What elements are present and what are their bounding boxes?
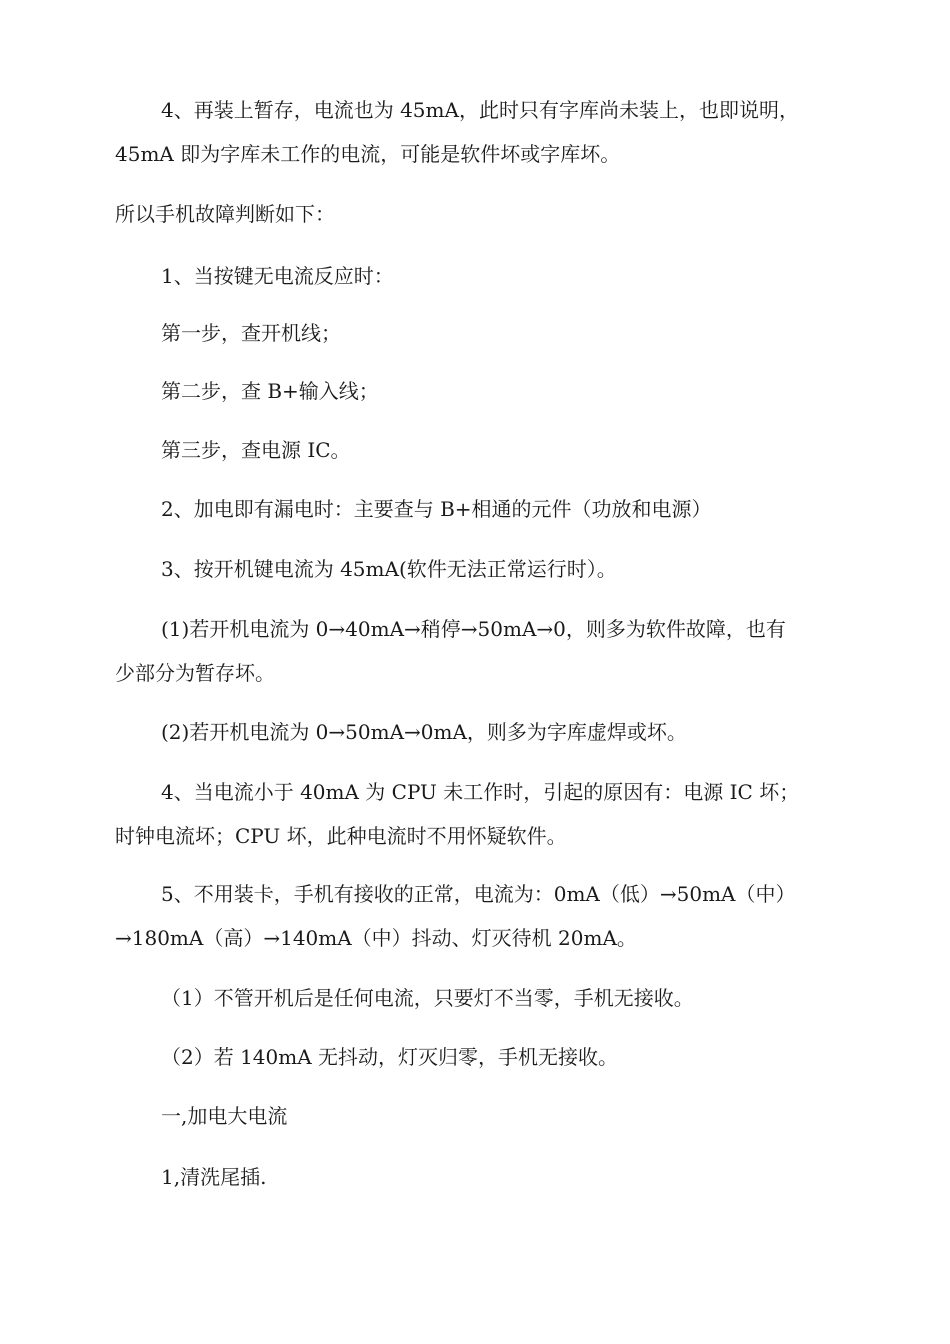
text-line: (1)若开机电流为 0→40mA→稍停→50mA→0，则多为软件故障，也有 bbox=[161, 617, 786, 641]
paragraph-cpu-not-working bbox=[115, 770, 835, 858]
paragraph-step-three bbox=[115, 428, 835, 472]
text-line: →180mA（高）→140mA（中）抖动、灯灭待机 20mA。 bbox=[115, 926, 637, 950]
text-line: 1、当按键无电流反应时： bbox=[161, 264, 394, 288]
text-line: 第一步，查开机线； bbox=[161, 321, 341, 345]
paragraph-subcase-1 bbox=[115, 976, 835, 1020]
paragraph-clean-tail-plug bbox=[115, 1155, 835, 1199]
text-line: 所以手机故障判断如下： bbox=[115, 202, 335, 226]
text-line: 3、按开机键电流为 45mA(软件无法正常运行时）。 bbox=[161, 557, 617, 581]
paragraph-case-2 bbox=[115, 710, 835, 754]
text-line: 1,清洗尾插. bbox=[161, 1165, 267, 1189]
text-line: 4、再装上暂存，电流也为 45mA，此时只有字库尚未装上，也即说明， bbox=[161, 98, 799, 122]
text-line: 5、不用装卡，手机有接收的正常，电流为：0mA（低）→50mA（中） bbox=[161, 882, 796, 906]
paragraph-leakage bbox=[115, 487, 835, 531]
paragraph-case-1 bbox=[115, 607, 835, 695]
text-line: 一,加电大电流 bbox=[161, 1104, 288, 1128]
text-line: 少部分为暂存坏。 bbox=[115, 661, 275, 685]
text-line: （2）若 140mA 无抖动，灯灭归零，手机无接收。 bbox=[161, 1045, 619, 1069]
text-line: 45mA 即为字库未工作的电流，可能是软件坏或字库坏。 bbox=[115, 142, 621, 166]
text-line: (2)若开机电流为 0→50mA→0mA，则多为字库虚焊或坏。 bbox=[161, 720, 687, 744]
paragraph-step-one bbox=[115, 311, 835, 355]
paragraph-normal-reception bbox=[115, 872, 835, 960]
paragraph-no-current-response bbox=[115, 254, 835, 298]
paragraph-subcase-2 bbox=[115, 1035, 835, 1079]
paragraph-45ma-power-key bbox=[115, 547, 835, 591]
text-line: 时钟电流坏；CPU 坏，此种电流时不用怀疑软件。 bbox=[115, 824, 567, 848]
text-line: 2、加电即有漏电时：主要查与 B+相通的元件（功放和电源） bbox=[161, 497, 712, 521]
text-line: （1）不管开机后是任何电流，只要灯不当零，手机无接收。 bbox=[161, 986, 694, 1010]
paragraph-font-chip-current bbox=[115, 88, 835, 176]
section-heading-high-current bbox=[115, 1094, 835, 1138]
text-line: 第三步，查电源 IC。 bbox=[161, 438, 351, 462]
paragraph-diagnosis-intro bbox=[115, 192, 835, 236]
text-line: 第二步，查 B+输入线； bbox=[161, 379, 379, 403]
text-line: 4、当电流小于 40mA 为 CPU 未工作时，引起的原因有：电源 IC 坏； bbox=[161, 780, 800, 804]
paragraph-step-two bbox=[115, 369, 835, 413]
